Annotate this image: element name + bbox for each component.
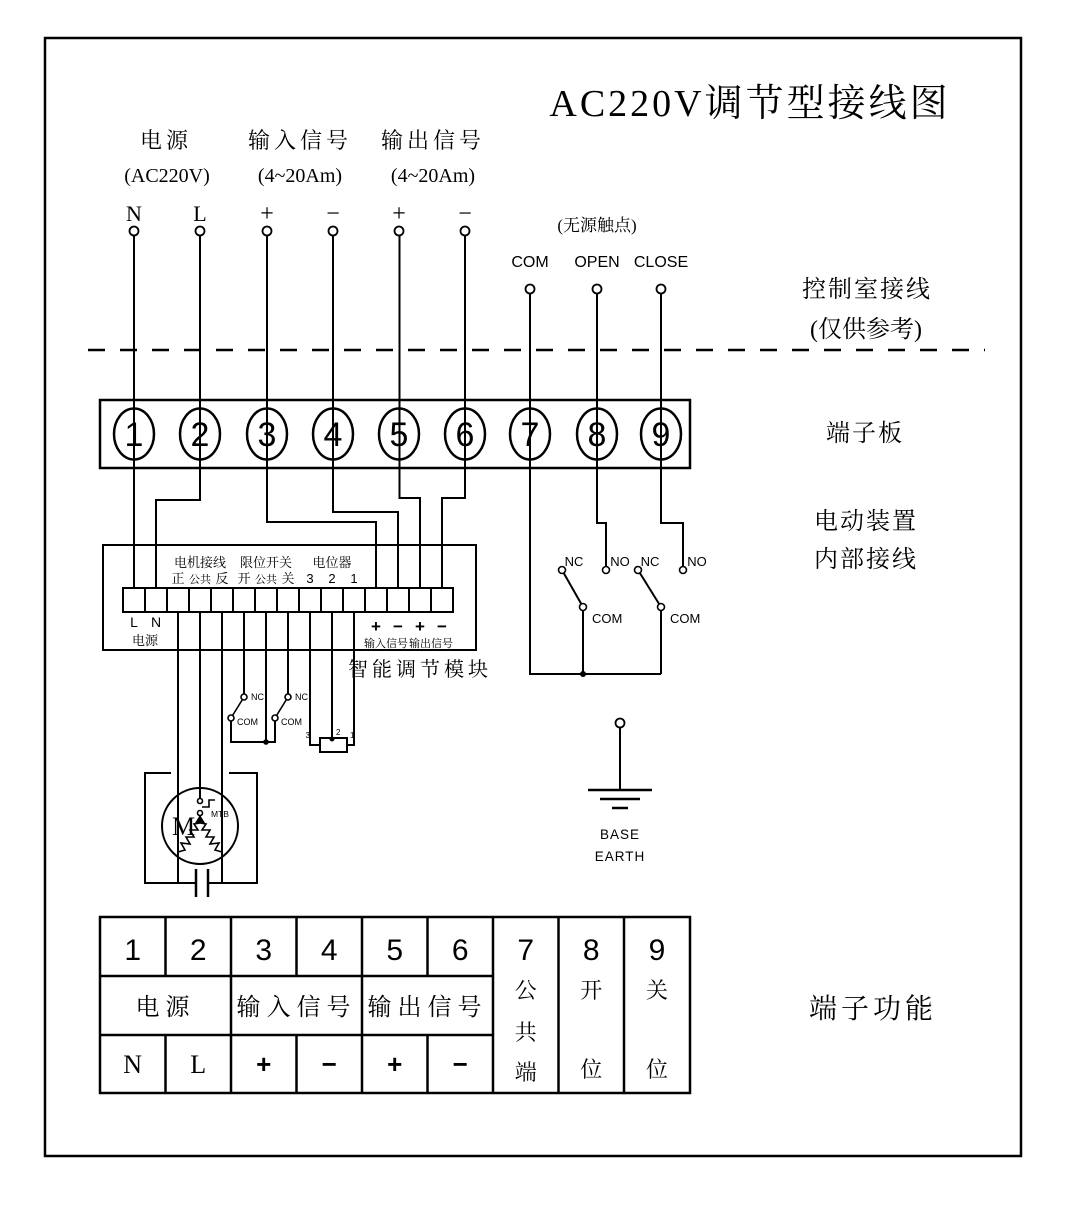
module-strip bbox=[123, 588, 453, 612]
device-note-line1: 电动装置 bbox=[814, 509, 918, 535]
pos-no1-contact bbox=[603, 567, 610, 574]
table-col8-char2: 位 bbox=[580, 1057, 603, 1082]
output-signal-header: 输出信号 bbox=[380, 128, 486, 153]
pos-com1-label: COM bbox=[592, 611, 623, 626]
table-num-8: 8 bbox=[582, 934, 600, 967]
terminal-com bbox=[526, 285, 535, 294]
board-num-9: 9 bbox=[651, 416, 671, 454]
table-pin-minus2: − bbox=[452, 1049, 468, 1079]
table-input-signal-label: 输入信号 bbox=[236, 995, 357, 1021]
limit-switch-group-label: 限位开关 bbox=[239, 555, 293, 570]
winding-tails bbox=[178, 852, 222, 883]
module-strip-dividers bbox=[145, 588, 431, 612]
power-sub: (AC220V) bbox=[124, 165, 210, 187]
pin-plus2-label: + bbox=[392, 201, 406, 227]
earth-symbol bbox=[588, 719, 652, 865]
com-label: COM bbox=[511, 254, 549, 271]
table-col7-char1: 公 bbox=[514, 978, 537, 1003]
module-name: 智能调节模块 bbox=[348, 659, 492, 681]
pos-switch2-blade bbox=[638, 570, 661, 607]
terminal-board-note: 端子板 bbox=[826, 421, 904, 447]
module-pin-l: L bbox=[130, 614, 138, 630]
top-pin-labels bbox=[126, 201, 472, 227]
terminal-board bbox=[100, 400, 690, 468]
pos-no2-label: NO bbox=[687, 554, 707, 569]
table-pin-minus1: − bbox=[321, 1049, 337, 1079]
limit-nc1-contact bbox=[241, 694, 247, 700]
junction-dot bbox=[580, 671, 586, 677]
input-signal-header: 输入信号 bbox=[247, 128, 353, 153]
module-pin-out-minus: − bbox=[437, 617, 447, 636]
terminal-output-minus bbox=[461, 227, 470, 236]
top-headers bbox=[124, 128, 485, 187]
table-col9-char2: 位 bbox=[645, 1057, 669, 1082]
mtb-contact-bottom bbox=[198, 811, 203, 816]
table-pin-l: L bbox=[190, 1050, 207, 1079]
table-num-3: 3 bbox=[255, 934, 273, 967]
terminal-output-plus bbox=[395, 227, 404, 236]
module-power-label: 电源 bbox=[131, 633, 159, 648]
cell-label-reverse: 反 bbox=[215, 571, 229, 586]
motor-wiring-group-label: 电机接线 bbox=[173, 555, 227, 570]
cell-label-positive: 正 bbox=[171, 571, 185, 586]
module-pin-out-plus: + bbox=[415, 617, 425, 636]
table-num-1: 1 bbox=[124, 934, 142, 967]
cell-label-1: 1 bbox=[350, 571, 358, 586]
table-col9-char1: 关 bbox=[645, 978, 669, 1003]
board-num-2: 2 bbox=[190, 416, 210, 454]
potentiometer bbox=[306, 728, 355, 752]
terminal-input-plus bbox=[263, 227, 272, 236]
dry-contact-note: (无源触点) bbox=[557, 216, 637, 235]
limit-com1-label: COM bbox=[237, 717, 258, 727]
device-note-line2: 内部接线 bbox=[814, 547, 918, 573]
wire-pot-3 bbox=[310, 612, 320, 745]
board-num-7: 7 bbox=[520, 416, 540, 454]
table-num-9: 9 bbox=[648, 934, 666, 967]
limit-com2-contact bbox=[272, 715, 278, 721]
potentiometer-group-label: 电位器 bbox=[312, 555, 352, 570]
junction-dot bbox=[263, 739, 269, 745]
mtb-contact-top bbox=[198, 799, 203, 804]
pin-l-label: L bbox=[193, 201, 207, 226]
cell-label-open: 开 bbox=[237, 571, 251, 586]
table-pin-plus1: + bbox=[256, 1049, 272, 1079]
wire-t2 bbox=[156, 236, 200, 588]
control-room-note bbox=[802, 276, 932, 343]
pos-no1-label: NO bbox=[610, 554, 630, 569]
cell-label-3: 3 bbox=[306, 571, 314, 586]
winding-right bbox=[200, 823, 222, 852]
module-output-signal-label: 输出信号 bbox=[409, 638, 453, 650]
limit-com2-label: COM bbox=[281, 717, 302, 727]
output-signal-sub: (4~20Am) bbox=[390, 165, 476, 187]
pin-minus1-label: − bbox=[326, 201, 340, 227]
table-num-2: 2 bbox=[189, 934, 207, 967]
limit-nc2-label: NC bbox=[295, 692, 308, 702]
page-title: AC220V调节型接线图 bbox=[549, 83, 951, 125]
mtb-label: MTB bbox=[211, 809, 229, 819]
module-pin-n: N bbox=[150, 614, 162, 630]
control-room-line2: (仅供参考) bbox=[810, 317, 922, 343]
power-header: 电源 bbox=[139, 128, 193, 153]
pin-minus2-label: − bbox=[458, 201, 472, 227]
limit-com1-contact bbox=[228, 715, 234, 721]
open-label: OPEN bbox=[574, 254, 620, 271]
pos-nc2-label: NC bbox=[640, 554, 660, 569]
motor-m-label: M bbox=[172, 812, 196, 841]
earth-label-earth: EARTH bbox=[594, 849, 646, 864]
junction-dot bbox=[330, 737, 335, 742]
earth-label-base: BASE bbox=[599, 827, 641, 842]
terminal-open bbox=[593, 285, 602, 294]
table-power-label: 电源 bbox=[135, 995, 196, 1021]
limit-nc1-label: NC bbox=[251, 692, 264, 702]
module-input-signal-label: 输入信号 bbox=[364, 638, 408, 650]
board-num-5: 5 bbox=[389, 416, 409, 454]
pin-n-label: N bbox=[126, 201, 142, 226]
pos-switch1-blade bbox=[562, 570, 583, 607]
cell-label-common1: 公共 bbox=[189, 574, 211, 586]
pos-nc1-label: NC bbox=[564, 554, 584, 569]
pot-label-2: 2 bbox=[336, 728, 341, 737]
table-num-6: 6 bbox=[451, 934, 469, 967]
pos-com2-contact bbox=[658, 604, 665, 611]
control-room-line1: 控制室接线 bbox=[802, 277, 932, 303]
module-pin-in-plus: + bbox=[371, 617, 381, 636]
terminal-function-note: 端子功能 bbox=[808, 994, 938, 1025]
table-output-signal-label: 输出信号 bbox=[367, 995, 488, 1021]
cell-label-common2: 公共 bbox=[255, 574, 277, 586]
cell-label-close: 关 bbox=[281, 571, 295, 586]
position-switches bbox=[559, 554, 707, 626]
terminal-l bbox=[196, 227, 205, 236]
pos-com1-contact bbox=[580, 604, 587, 611]
pot-label-1: 1 bbox=[350, 731, 355, 740]
earth-terminal bbox=[616, 719, 625, 728]
board-num-1: 1 bbox=[124, 416, 144, 454]
terminal-n bbox=[130, 227, 139, 236]
pos-com2-label: COM bbox=[670, 611, 701, 626]
board-num-4: 4 bbox=[323, 416, 343, 454]
close-label: CLOSE bbox=[633, 254, 689, 271]
pot-label-3: 3 bbox=[305, 731, 310, 740]
table-col7-char3: 端 bbox=[514, 1060, 537, 1085]
board-num-3: 3 bbox=[257, 416, 277, 454]
input-signal-sub: (4~20Am) bbox=[257, 165, 343, 187]
table-num-5: 5 bbox=[386, 934, 404, 967]
board-num-6: 6 bbox=[455, 416, 475, 454]
table-num-4: 4 bbox=[320, 934, 338, 967]
dry-contact-labels bbox=[511, 216, 688, 271]
table-num-7: 7 bbox=[517, 934, 535, 967]
pin-plus1-label: + bbox=[260, 201, 274, 227]
terminal-close bbox=[657, 285, 666, 294]
mtb-switch-symbol bbox=[202, 800, 215, 807]
terminal-input-minus bbox=[329, 227, 338, 236]
table-pin-n: N bbox=[123, 1050, 143, 1079]
table-col7-char2: 共 bbox=[514, 1020, 537, 1045]
table-pin-plus2: + bbox=[387, 1049, 403, 1079]
terminal-function-table bbox=[100, 917, 690, 1093]
pos-no2-contact bbox=[680, 567, 687, 574]
board-num-8: 8 bbox=[587, 416, 607, 454]
limit-nc2-contact bbox=[285, 694, 291, 700]
winding-apex bbox=[195, 815, 205, 823]
module-pin-in-minus: − bbox=[393, 617, 403, 636]
cell-label-2: 2 bbox=[328, 571, 336, 586]
table-col8-char1: 开 bbox=[580, 978, 603, 1003]
limit-switches bbox=[228, 692, 308, 745]
